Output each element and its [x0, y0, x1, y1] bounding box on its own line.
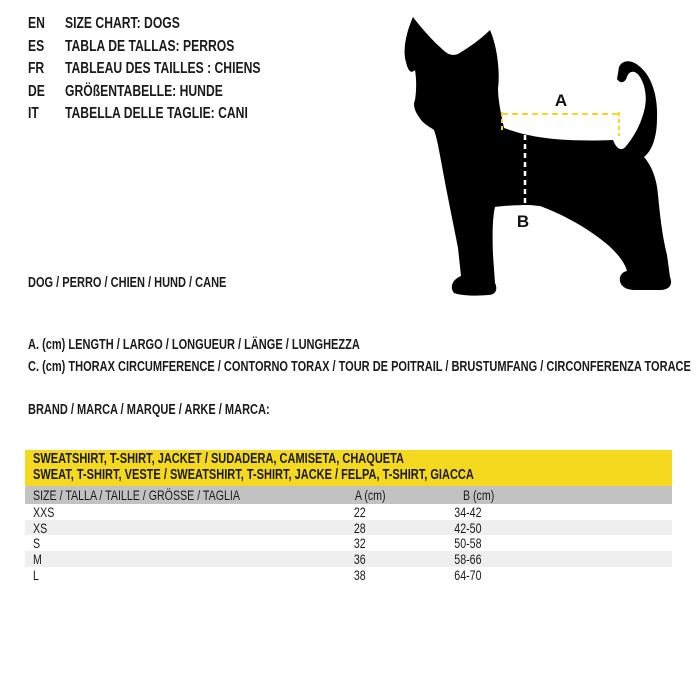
language-row-de: [28, 81, 322, 104]
b-value-cell: 64-70: [454, 566, 482, 583]
dog-measurement-diagram: [390, 0, 690, 300]
a-value-cell: 36: [354, 550, 366, 567]
language-title: TABELLA DELLE TAGLIE: CANI: [65, 105, 248, 123]
a-value-cell: 32: [354, 535, 366, 552]
table-row-xxs: [25, 504, 672, 520]
language-row-en: [28, 13, 322, 36]
language-code: DE: [28, 82, 45, 100]
size-cell: L: [33, 566, 39, 583]
species-caption-text: DOG / PERRO / CHIEN / HUND / CANE: [28, 275, 227, 291]
b-value-cell: 58-66: [454, 550, 482, 567]
language-code: IT: [28, 105, 39, 123]
b-value-cell: 34-42: [454, 503, 482, 520]
dog-silhouette: [405, 17, 672, 296]
language-title: GRÖßENTABELLE: HUNDE: [65, 82, 223, 100]
brand-label: [28, 403, 346, 418]
size-table: [25, 450, 672, 582]
brand-label-text: BRAND / MARCA / MARQUE / ARKE / MARCA:: [28, 402, 270, 418]
column-header-a: A (cm): [354, 487, 386, 503]
a-value-cell: 22: [354, 503, 366, 520]
language-title: TABLEAU DES TAILLES : CHIENS: [65, 60, 261, 78]
language-row-fr: [28, 58, 322, 81]
thorax-label-b: B: [516, 212, 530, 231]
language-row-it: [28, 103, 322, 126]
language-row-es: [28, 36, 322, 59]
language-code: EN: [28, 15, 45, 33]
a-value-cell: 28: [354, 519, 366, 536]
size-cell: XXS: [33, 503, 55, 520]
length-label-a: A: [554, 91, 568, 110]
language-title: SIZE CHART: DOGS: [65, 15, 180, 33]
b-value-cell: 50-58: [454, 535, 482, 552]
size-cell: M: [33, 550, 42, 567]
table-row-s: [25, 535, 672, 551]
table-header-row: [25, 486, 672, 504]
length-legend-text: A. (cm) LENGTH / LARGO / LONGUEUR / LÄNGE / LUNGHEZZA: [28, 337, 360, 353]
garment-types-line1: SWEATSHIRT, T-SHIRT, JACKET / SUDADERA, CAMISETA, CHAQUETA: [33, 451, 405, 467]
language-code: ES: [28, 37, 45, 55]
table-row-m: [25, 551, 672, 567]
thorax-legend: [28, 360, 700, 375]
garment-types-banner: [25, 450, 672, 486]
b-value-cell: 42-50: [454, 519, 482, 536]
column-header-b: B (cm): [462, 487, 495, 503]
column-header-size: SIZE / TALLA / TAILLE / GRÖSSE / TAGLIA: [33, 487, 240, 503]
a-value-cell: 38: [354, 566, 366, 583]
species-caption: [28, 276, 289, 291]
size-cell: S: [33, 535, 41, 552]
garment-types-line2: SWEAT, T-SHIRT, VESTE / SWEATSHIRT, T-SHIRT, JACKE / FELPA, T-SHIRT, GIACCA: [33, 466, 474, 483]
length-legend: [28, 338, 465, 353]
language-code: FR: [28, 60, 45, 78]
table-row-l: [25, 567, 672, 583]
size-cell: XS: [33, 519, 48, 536]
dog-silhouette-svg: [390, 0, 690, 300]
language-title: TABLA DE TALLAS: PERROS: [65, 37, 235, 55]
thorax-legend-text: C. (cm) THORAX CIRCUMFERENCE / CONTORNO TORAX / TOUR DE POITRAIL / BRUSTUMFANG / CIRCONFERENZA TORACE: [28, 359, 691, 375]
table-row-xs: [25, 520, 672, 536]
language-list: [28, 13, 322, 126]
